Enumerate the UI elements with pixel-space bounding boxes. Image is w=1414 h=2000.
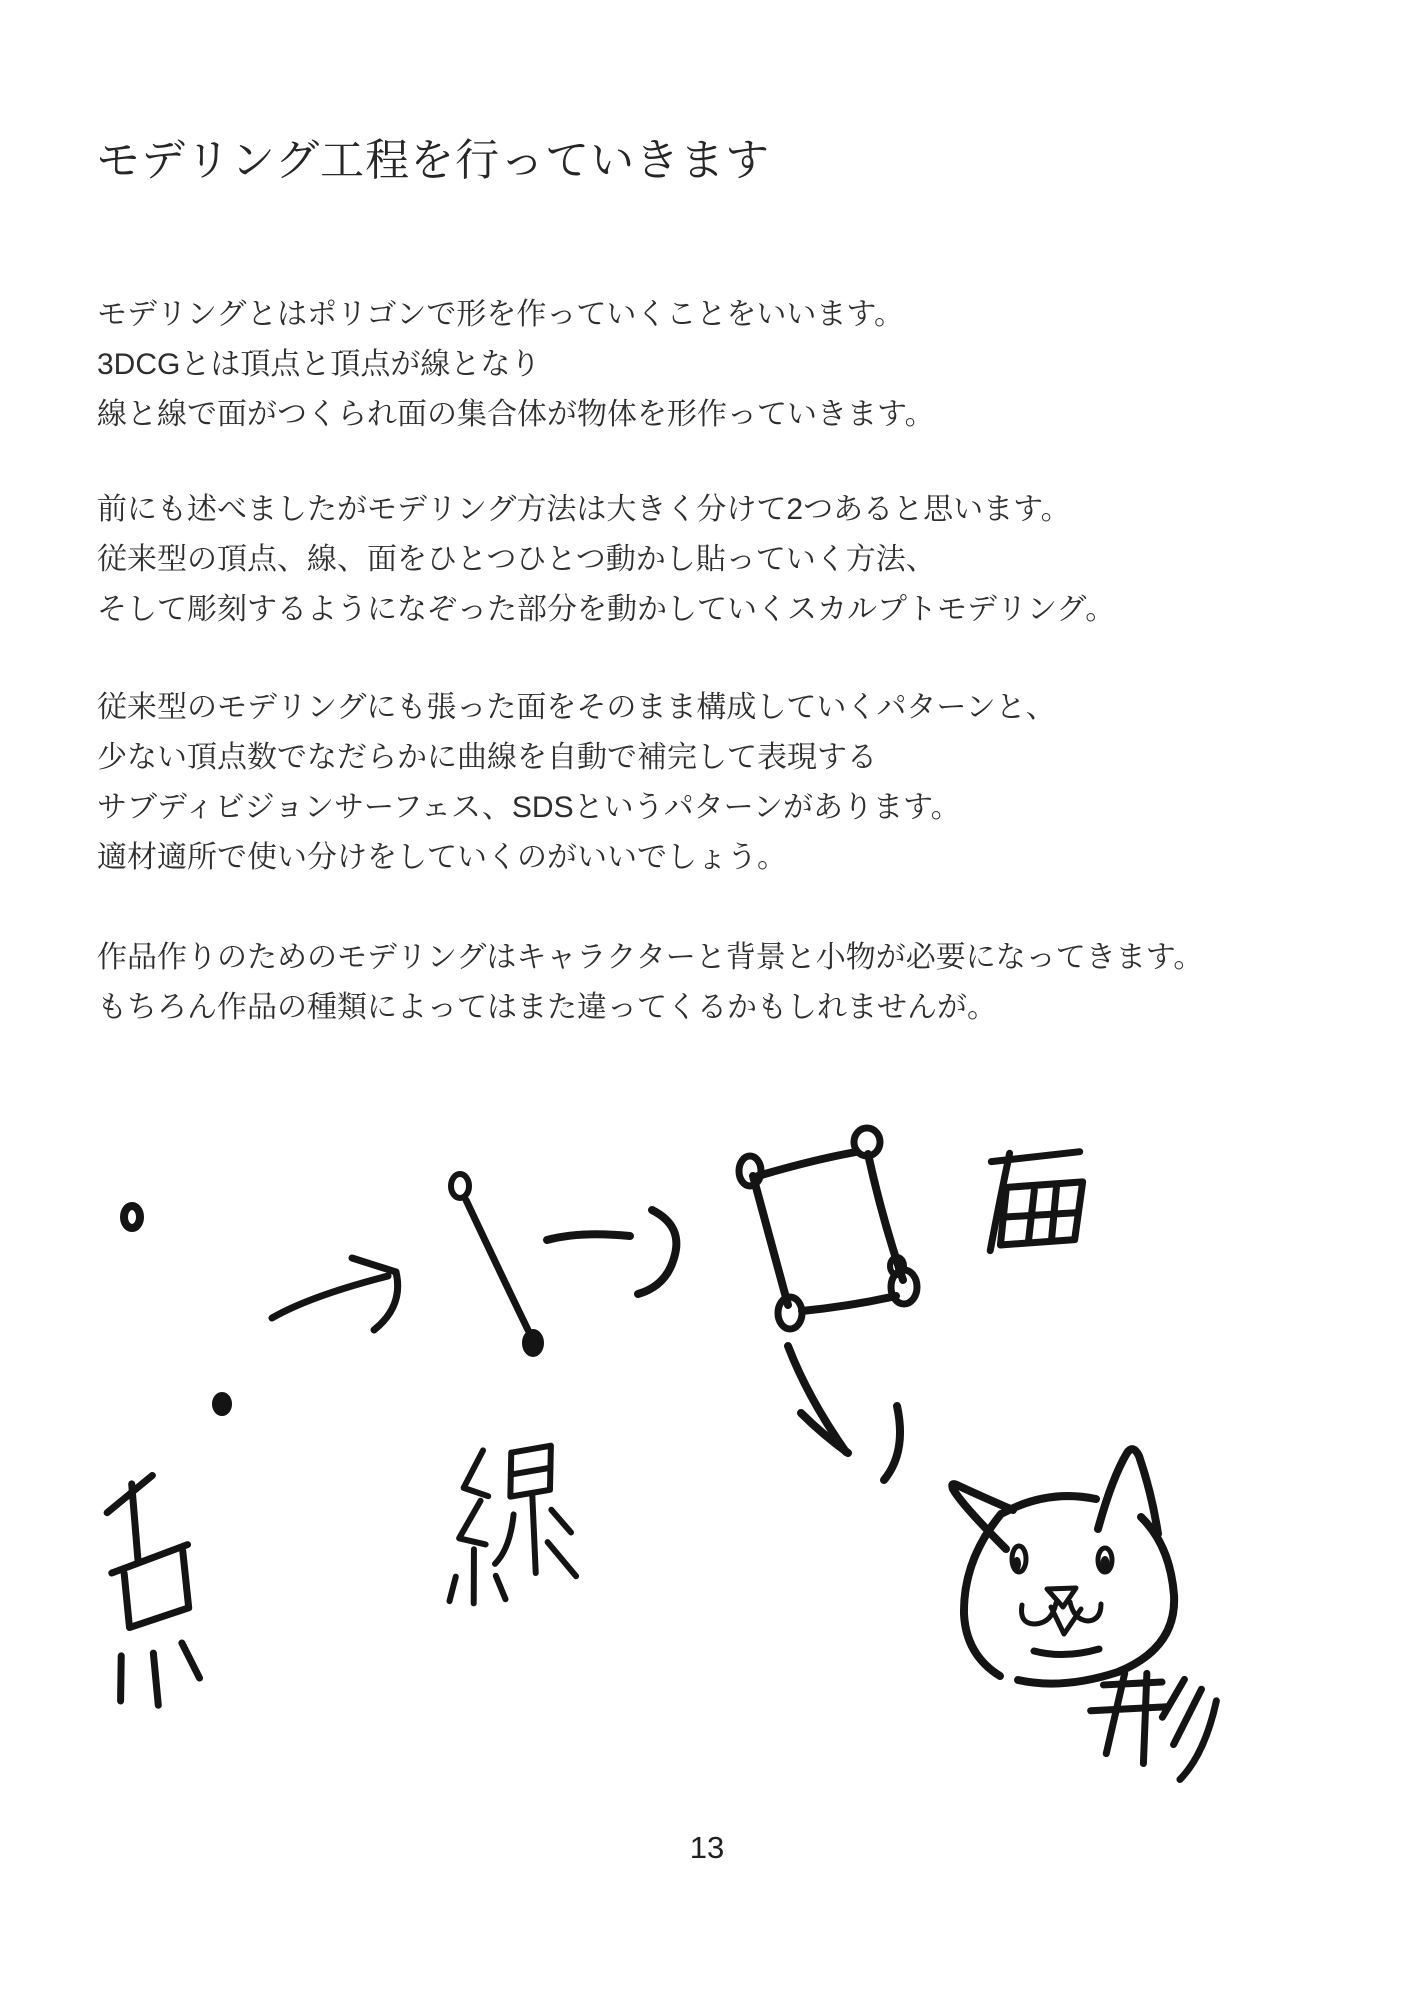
line-label-sketch: [439, 1445, 577, 1606]
sketch-canvas: [0, 1080, 1414, 1940]
page-title: モデリング工程を行っていきます: [96, 136, 771, 186]
body-text-line: 従来型の頂点、線、面をひとつひとつ動かし貼っていく方法、: [97, 543, 936, 576]
body-text-line: 従来型のモデリングにも張った面をそのまま構成していくパターンと、: [97, 691, 1056, 724]
paragraph-3: [97, 683, 1056, 883]
page-number: 13: [689, 1830, 725, 1865]
point-label-sketch: [76, 1471, 219, 1712]
body-text-line: そして彫刻するようになぞった部分を動かしていくスカルプトモデリング。: [97, 593, 1116, 626]
body-text-line: もちろん作品の種類によってはまた違ってくるかもしれませんが。: [97, 991, 997, 1024]
arrow-right-icon: [547, 1210, 676, 1294]
face-label-sketch: [988, 1149, 1084, 1254]
body-text-line: 少ない頂点数でなだらかに曲線を自動で補完して表現する: [97, 741, 877, 774]
edge-line-sketch: [451, 1174, 542, 1355]
arrow-down-right-icon: [788, 1346, 900, 1480]
body-text-line: 適材適所で使い分けをしていくのがいいでしょう。: [97, 841, 787, 874]
body-text-line: 3DCGとは頂点と頂点が線となり: [97, 348, 541, 381]
body-text-line: 線と線で面がつくられ面の集合体が物体を形作っていきます。: [97, 398, 935, 431]
body-text-line: モデリングとはポリゴンで形を作っていくことをいいます。: [97, 298, 904, 331]
shape-label-sketch: [1084, 1668, 1218, 1782]
paragraph-1: [97, 290, 935, 440]
cat-eye-left: [1012, 1546, 1026, 1572]
cat-eye-right: [1098, 1548, 1112, 1572]
paragraph-2: [97, 485, 1115, 635]
arrow-right-icon: [272, 1258, 398, 1330]
polygon-face-sketch: [739, 1128, 917, 1329]
cat-face-sketch: [952, 1449, 1174, 1683]
cat-chin: [1051, 1607, 1081, 1634]
cat-chin-line: [1034, 1649, 1099, 1655]
body-text-line: 前にも述べましたがモデリング方法は大きく分けて2つあると思います。: [97, 493, 1071, 526]
body-text-line: 作品作りのためのモデリングはキャラクターと背景と小物が必要になってきます。: [97, 941, 1204, 974]
body-text-line: サブディビジョンサーフェス、SDSというパターンがあります。: [97, 791, 961, 824]
vertex-dot-sketch: [124, 1206, 230, 1414]
paragraph-4: [97, 933, 1203, 1033]
